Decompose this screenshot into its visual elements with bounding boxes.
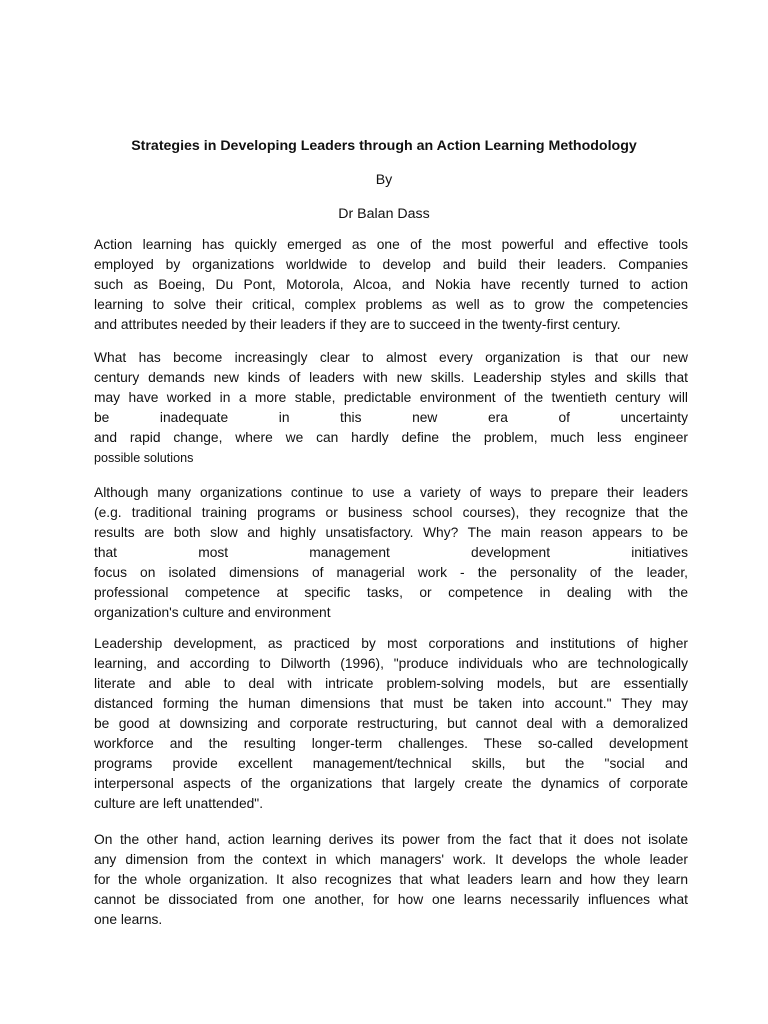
paragraph-line: be good at downsizing and corporate restructuring, but cannot deal with a demoralized xyxy=(94,716,688,731)
paragraph-line: one learns. xyxy=(94,912,163,927)
paragraph-line: literate and able to deal with intricate problem-solving models, but are essentially xyxy=(94,676,688,691)
paragraph-line: and attributes needed by their leaders if they are to succeed in the twenty-first century. xyxy=(94,317,621,332)
paragraph-line: What has become increasingly clear to almost every organization is that our new xyxy=(94,350,688,365)
author-name: Dr Balan Dass xyxy=(338,206,430,222)
byline-label: By xyxy=(375,172,393,188)
paragraph-line: distanced forming the human dimensions that must be taken into account." They may xyxy=(94,696,688,711)
paragraph-line: for the whole organization. It also recognizes that what leaders learn and how they learn xyxy=(94,872,688,887)
paragraph-line: workforce and the resulting longer-term challenges. These so-called development xyxy=(94,736,688,751)
paragraph-line: any dimension from the context in which managers' work. It develops the whole leader xyxy=(94,852,688,867)
paragraph-line: and rapid change, where we can hardly define the problem, much less engineer xyxy=(94,430,688,445)
paragraph-5 xyxy=(94,830,688,930)
document-title: Strategies in Developing Leaders through an Action Learning Methodology xyxy=(131,138,637,154)
paragraph-line: Although many organizations continue to use a variety of ways to prepare their leaders xyxy=(94,485,688,500)
paragraph-line: be inadequate in this new era of uncertainty xyxy=(94,410,688,425)
paragraph-4 xyxy=(94,634,688,814)
paragraph-line: possible solutions xyxy=(94,451,194,465)
paragraph-line: Action learning has quickly emerged as one of the most powerful and effective tools xyxy=(94,237,688,252)
paragraph-line: focus on isolated dimensions of managerial work - the personality of the leader, xyxy=(94,565,688,580)
paragraph-line: century demands new kinds of leaders with new skills. Leadership styles and skills that xyxy=(94,370,688,385)
paragraph-line: organization's culture and environment xyxy=(94,605,331,620)
paragraph-line: that most management development initiatives xyxy=(94,545,688,560)
paragraph-line: learning, and according to Dilworth (1996), "produce individuals who are technologically xyxy=(94,656,688,671)
paragraph-line: On the other hand, action learning derives its power from the fact that it does not isolate xyxy=(94,832,688,847)
paragraph-line: interpersonal aspects of the organizations that largely create the dynamics of corporate xyxy=(94,776,688,791)
paragraph-line: Leadership development, as practiced by most corporations and institutions of higher xyxy=(94,636,688,651)
paragraph-line: culture are left unattended". xyxy=(94,796,264,811)
paragraph-line: employed by organizations worldwide to develop and build their leaders. Companies xyxy=(94,257,688,272)
paragraph-line: cannot be dissociated from one another, for how one learns necessarily influences what xyxy=(94,892,688,907)
paragraph-line: may have worked in a more stable, predictable environment of the twentieth century will xyxy=(94,390,688,405)
paragraph-2 xyxy=(94,348,688,468)
paragraph-3 xyxy=(94,483,688,623)
paragraph-line: programs provide excellent management/technical skills, but the "social and xyxy=(94,756,688,771)
paragraph-line: (e.g. traditional training programs or business school courses), they recognize that the xyxy=(94,505,688,520)
paragraph-line: such as Boeing, Du Pont, Motorola, Alcoa, and Nokia have recently turned to action xyxy=(94,277,688,292)
paragraph-1 xyxy=(94,235,688,335)
paragraph-line: learning to solve their critical, complex problems as well as to grow the competencies xyxy=(94,297,688,312)
paragraph-line: professional competence at specific tasks, or competence in dealing with the xyxy=(94,585,688,600)
paragraph-line: results are both slow and highly unsatisfactory. Why? The main reason appears to be xyxy=(94,525,688,540)
